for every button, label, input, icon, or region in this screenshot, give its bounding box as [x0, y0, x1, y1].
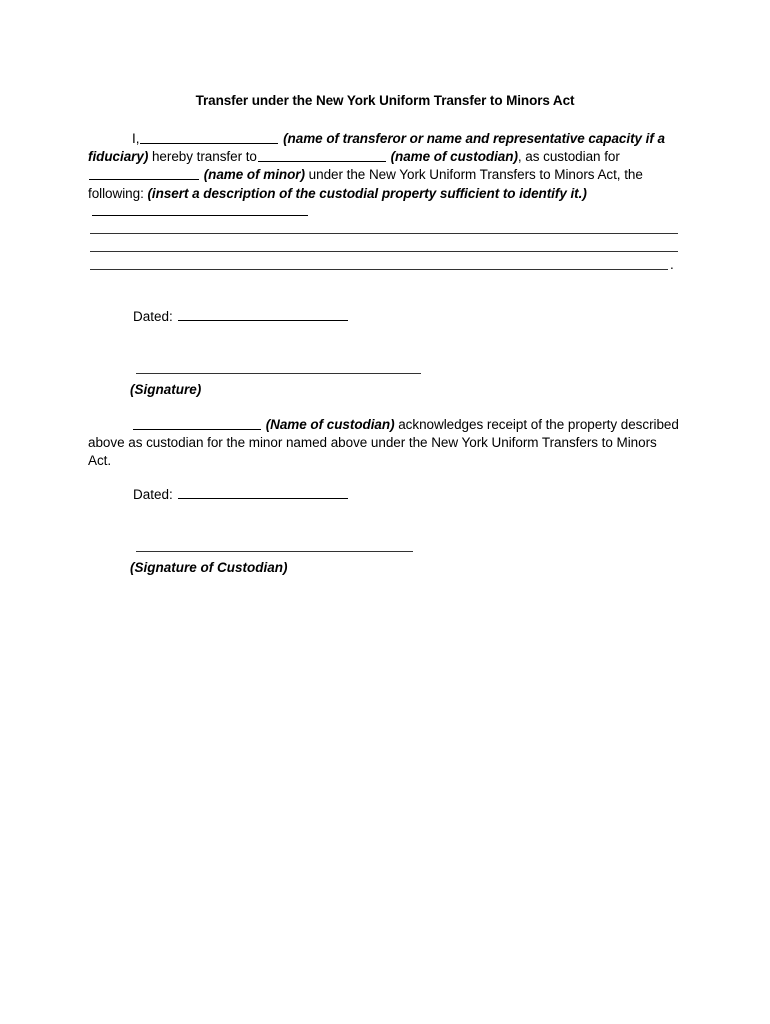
transferor-name-blank[interactable] — [140, 131, 278, 144]
signature-transferor-caption: (Signature) — [130, 382, 202, 397]
transfer-paragraph — [88, 130, 680, 221]
minor-note: (name of minor) — [203, 167, 305, 183]
property-description-blank-inline[interactable] — [92, 203, 308, 216]
property-description-line-1[interactable] — [90, 233, 678, 234]
acknowledgment-paragraph — [88, 416, 680, 471]
page-title: Transfer under the New York Uniform Transfer to Minors Act — [195, 93, 575, 108]
transfer-text-seg4: under the New York Uniform Transfers to Minors Act, the following: — [88, 167, 643, 201]
minor-name-blank[interactable] — [89, 167, 199, 180]
transfer-text-seg1: I, — [132, 131, 140, 146]
dated-transferor-row — [133, 308, 348, 326]
ack-custodian-name-blank[interactable] — [133, 417, 261, 430]
custodian-name-blank[interactable] — [258, 149, 386, 162]
dated-custodian-label: Dated: — [133, 487, 173, 502]
dated-transferor-blank[interactable] — [178, 308, 348, 321]
property-description-line-2[interactable] — [90, 251, 678, 252]
transfer-text-seg2: hereby transfer to — [151, 149, 257, 165]
signature-transferor-line[interactable] — [136, 373, 421, 374]
transferor-note: (name of transferor or name and representative capacity if a fiduciary) — [88, 131, 665, 165]
dated-custodian-row — [133, 486, 348, 504]
dated-transferor-label: Dated: — [133, 309, 173, 324]
transfer-text-seg3: , as custodian for — [517, 149, 620, 165]
signature-custodian-line[interactable] — [136, 551, 413, 552]
property-description-note: (insert a description of the custodial property sufficient to identify it.) — [147, 185, 587, 201]
custodian-note: (name of custodian) — [390, 149, 518, 165]
dated-custodian-blank[interactable] — [178, 486, 348, 499]
property-description-line-3[interactable] — [90, 269, 668, 270]
ack-text-seg1: acknowledges receipt of the property described above as custodian for the minor named above under the New York Uniform Transfers to Minors Act. — [88, 417, 679, 469]
signature-custodian-caption: (Signature of Custodian) — [130, 560, 288, 575]
ack-custodian-note: (Name of custodian) — [265, 417, 395, 432]
paragraph-end-period: . — [670, 257, 674, 272]
